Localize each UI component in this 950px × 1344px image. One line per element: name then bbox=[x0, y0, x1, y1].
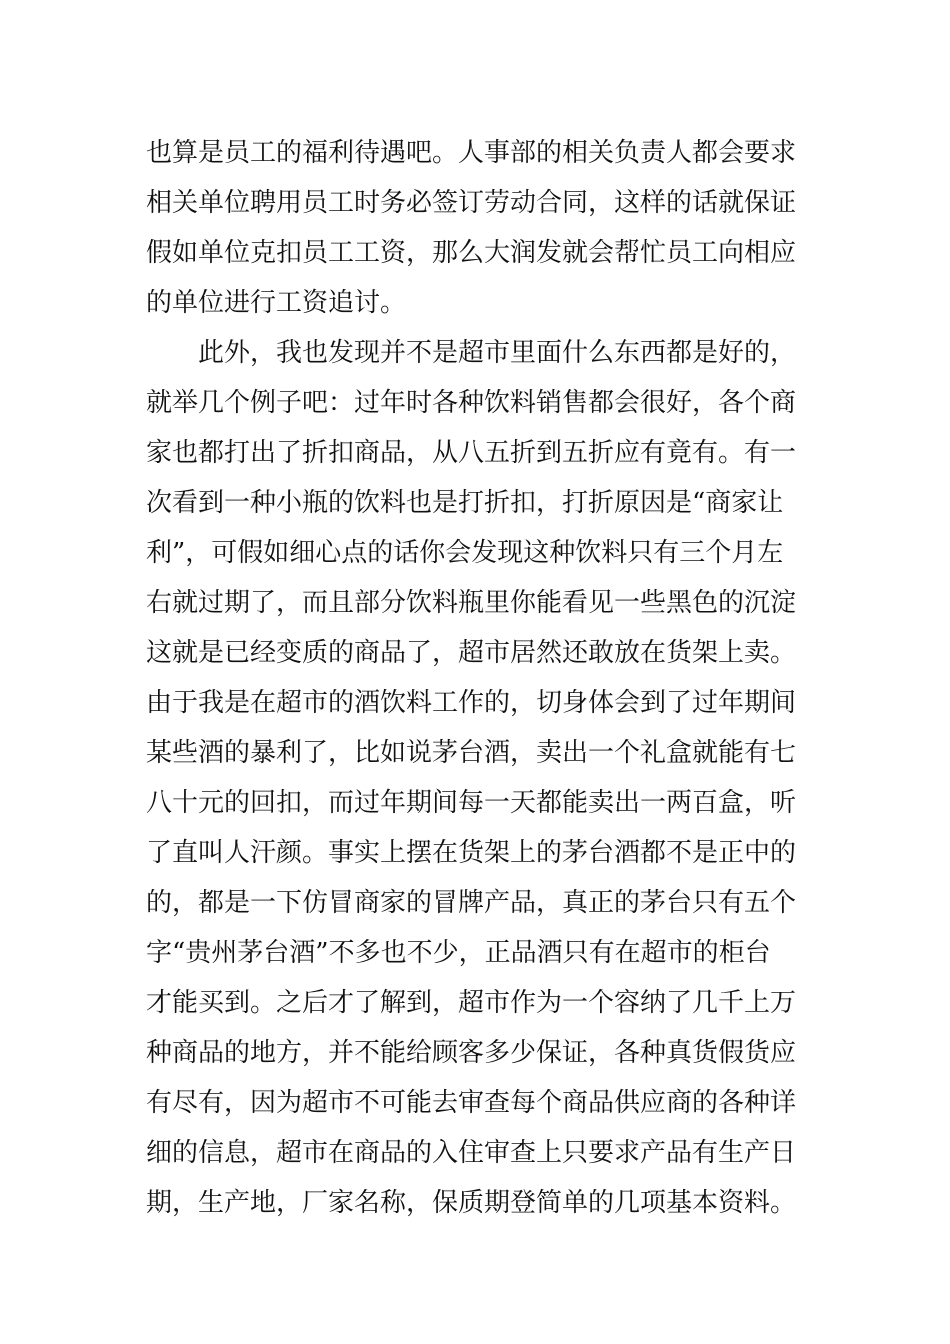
text-line: 期，生产地，厂家名称，保质期登简单的几项基本资料。 bbox=[146, 1188, 797, 1218]
text-line: 假如单位克扣员工工资，那么大润发就会帮忙员工向相应 bbox=[146, 238, 797, 268]
text-line: 了直叫人汗颜。事实上摆在货架上的茅台酒都不是正中的 bbox=[146, 838, 797, 868]
text-line: 字“贵州茅台酒”不多也不少，正品酒只有在超市的柜台 bbox=[146, 938, 771, 968]
text-line: 细的信息，超市在商品的入住审查上只要求产品有生产日 bbox=[146, 1138, 797, 1168]
text-line: 种商品的地方，并不能给顾客多少保证，各种真货假货应 bbox=[146, 1038, 797, 1068]
text-line: 就举几个例子吧：过年时各种饮料销售都会很好，各个商 bbox=[146, 388, 797, 418]
text-line: 的单位进行工资追讨。 bbox=[146, 288, 407, 318]
text-line: 某些酒的暴利了，比如说茅台酒，卖出一个礼盒就能有七 bbox=[146, 738, 797, 768]
document-body bbox=[146, 128, 806, 1228]
text-line: 这就是已经变质的商品了，超市居然还敢放在货架上卖。 bbox=[146, 638, 797, 668]
text-line: 家也都打出了折扣商品，从八五折到五折应有竟有。有一 bbox=[146, 438, 797, 468]
text-line: 右就过期了，而且部分饮料瓶里你能看见一些黑色的沉淀 bbox=[146, 588, 797, 618]
text-line: 此外，我也发现并不是超市里面什么东西都是好的， bbox=[146, 338, 797, 368]
text-line: 由于我是在超市的酒饮料工作的，切身体会到了过年期间 bbox=[146, 688, 797, 718]
text-line: 相关单位聘用员工时务必签订劳动合同，这样的话就保证 bbox=[146, 188, 797, 218]
text-line: 才能买到。之后才了解到，超市作为一个容纳了几千上万 bbox=[146, 988, 797, 1018]
text-line: 也算是员工的福利待遇吧。人事部的相关负责人都会要求 bbox=[146, 138, 797, 168]
text-line: 八十元的回扣，而过年期间每一天都能卖出一两百盒，听 bbox=[146, 788, 797, 818]
text-line: 有尽有，因为超市不可能去审查每个商品供应商的各种详 bbox=[146, 1088, 797, 1118]
text-line: 的，都是一下仿冒商家的冒牌产品，真正的茅台只有五个 bbox=[146, 888, 797, 918]
text-line: 次看到一种小瓶的饮料也是打折扣，打折原因是“商家让 bbox=[146, 488, 784, 518]
text-line: 利”，可假如细心点的话你会发现这种饮料只有三个月左 bbox=[146, 538, 784, 568]
